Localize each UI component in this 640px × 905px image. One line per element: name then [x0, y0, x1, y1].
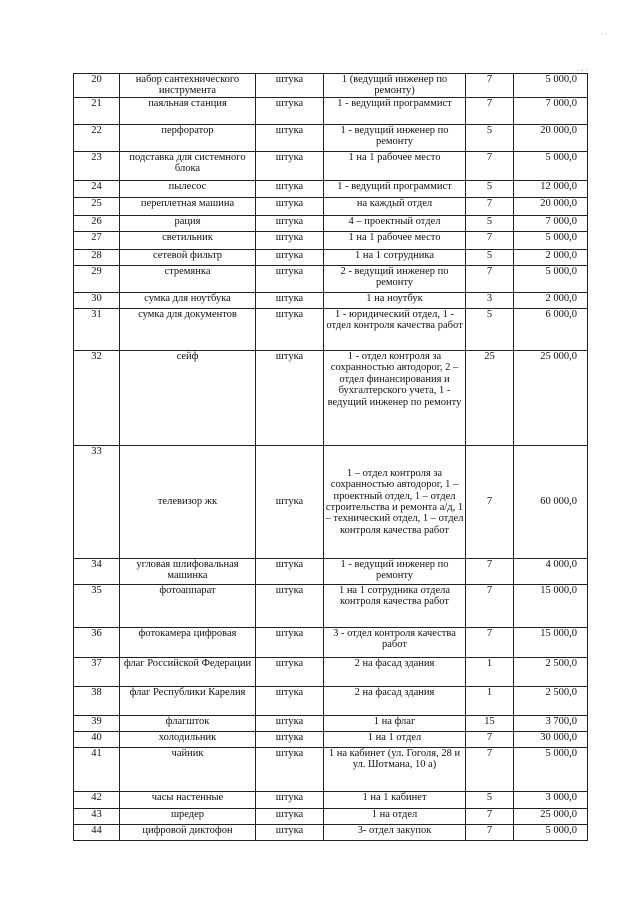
table-row [74, 825, 588, 841]
table-row [74, 716, 588, 732]
cell-quantity: 7 [466, 585, 514, 628]
cell-price: 20 000,0 [514, 125, 588, 152]
cell-row-number: 30 [74, 293, 120, 309]
cell-norm-text: 3- отдел закупок [324, 825, 466, 841]
cell-unit: штука [256, 181, 324, 198]
cell-quantity: 7 [466, 446, 514, 559]
cell-quantity: 25 [466, 351, 514, 446]
cell-price: 4 000,0 [514, 559, 588, 585]
table-row [74, 152, 588, 181]
scan-mark: · · [600, 30, 608, 39]
cell-price: 25 000,0 [514, 351, 588, 446]
cell-norm-text: 2 на фасад здания [324, 687, 466, 716]
cell-quantity: 5 [466, 792, 514, 809]
cell-quantity: 7 [466, 266, 514, 293]
cell-unit: штука [256, 585, 324, 628]
cell-row-number: 42 [74, 792, 120, 809]
table-row [74, 748, 588, 792]
table-row [74, 98, 588, 125]
cell-norm-text: 1 - ведущий инженер по ремонту [324, 559, 466, 585]
cell-norm-text: 1 - ведущий программист [324, 181, 466, 198]
cell-quantity: 15 [466, 716, 514, 732]
cell-item-name: угловая шлифовальная машинка [120, 559, 256, 585]
cell-row-number: 37 [74, 658, 120, 687]
cell-norm-text: 1 на 1 сотрудника отдела контроля качества работ [324, 585, 466, 628]
cell-quantity: 5 [466, 216, 514, 232]
cell-price: 25 000,0 [514, 809, 588, 825]
cell-price: 7 000,0 [514, 98, 588, 125]
cell-row-number: 29 [74, 266, 120, 293]
cell-unit: штука [256, 198, 324, 216]
equipment-norms-table [73, 73, 588, 841]
cell-row-number: 32 [74, 351, 120, 446]
cell-unit: штука [256, 266, 324, 293]
cell-unit: штука [256, 628, 324, 658]
cell-price: 2 500,0 [514, 687, 588, 716]
cell-norm-text: 1 на флаг [324, 716, 466, 732]
cell-row-number: 39 [74, 716, 120, 732]
cell-item-name: светильник [120, 232, 256, 250]
table-row [74, 446, 588, 559]
cell-item-name: фотоаппарат [120, 585, 256, 628]
cell-unit: штука [256, 658, 324, 687]
cell-norm-text: 1 - юридический отдел, 1 - отдел контроля качества работ [324, 309, 466, 351]
cell-item-name: переплетная машина [120, 198, 256, 216]
cell-item-name: подставка для системного блока [120, 152, 256, 181]
cell-unit: штука [256, 152, 324, 181]
cell-price: 3 000,0 [514, 792, 588, 809]
cell-row-number: 24 [74, 181, 120, 198]
cell-norm-text: 2 - ведущий инженер по ремонту [324, 266, 466, 293]
cell-quantity: 1 [466, 687, 514, 716]
cell-quantity: 5 [466, 309, 514, 351]
cell-unit: штука [256, 687, 324, 716]
cell-norm-text: 1 - отдел контроля за сохранностью автодорог, 2 – отдел финансирования и бухгалтерского учета, 1 - ведущий инженер по ремонту [324, 351, 466, 446]
cell-quantity: 7 [466, 232, 514, 250]
cell-item-name: сумка для ноутбука [120, 293, 256, 309]
cell-row-number: 34 [74, 559, 120, 585]
cell-unit: штука [256, 716, 324, 732]
cell-row-number: 35 [74, 585, 120, 628]
cell-norm-text: 1 - ведущий инженер по ремонту [324, 125, 466, 152]
cell-item-name: телевизор жк [120, 446, 256, 559]
cell-row-number: 23 [74, 152, 120, 181]
cell-quantity: 7 [466, 152, 514, 181]
cell-row-number: 20 [74, 74, 120, 98]
cell-row-number: 38 [74, 687, 120, 716]
table-row [74, 792, 588, 809]
cell-norm-text: 4 – проектный отдел [324, 216, 466, 232]
cell-price: 6 000,0 [514, 309, 588, 351]
cell-unit: штука [256, 232, 324, 250]
cell-unit: штука [256, 351, 324, 446]
cell-unit: штука [256, 792, 324, 809]
cell-item-name: холодильник [120, 732, 256, 748]
cell-norm-text: 1 на 1 отдел [324, 732, 466, 748]
cell-row-number: 31 [74, 309, 120, 351]
cell-row-number: 41 [74, 748, 120, 792]
cell-unit: штука [256, 446, 324, 559]
cell-unit: штука [256, 309, 324, 351]
cell-quantity: 5 [466, 181, 514, 198]
cell-norm-text: 1 на 1 сотрудника [324, 250, 466, 266]
cell-item-name: флаг Республики Карелия [120, 687, 256, 716]
cell-item-name: флаг Российской Федерации [120, 658, 256, 687]
cell-item-name: часы настенные [120, 792, 256, 809]
cell-norm-text: 2 на фасад здания [324, 658, 466, 687]
cell-price: 15 000,0 [514, 628, 588, 658]
table-row [74, 266, 588, 293]
cell-quantity: 7 [466, 748, 514, 792]
table-row [74, 198, 588, 216]
table-row [74, 293, 588, 309]
cell-row-number: 43 [74, 809, 120, 825]
cell-item-name: сумка для документов [120, 309, 256, 351]
cell-row-number: 44 [74, 825, 120, 841]
cell-item-name: сейф [120, 351, 256, 446]
cell-item-name: фотокамера цифровая [120, 628, 256, 658]
table-row [74, 232, 588, 250]
cell-row-number: 26 [74, 216, 120, 232]
cell-price: 20 000,0 [514, 198, 588, 216]
table-row [74, 125, 588, 152]
cell-price: 15 000,0 [514, 585, 588, 628]
cell-price: 5 000,0 [514, 74, 588, 98]
cell-row-number: 25 [74, 198, 120, 216]
cell-norm-text: 1 – отдел контроля за сохранностью автодорог, 1 – проектный отдел, 1 – отдел строительства и ремонта а/д, 1 – технический отдел, 1 – отдел контроля качества работ [324, 446, 466, 559]
table-row [74, 628, 588, 658]
cell-norm-text: 1 на 1 рабочее место [324, 232, 466, 250]
cell-norm-text: 1 (ведущий инженер по ремонту) [324, 74, 466, 98]
cell-row-number: 33 [74, 446, 120, 559]
cell-quantity: 3 [466, 293, 514, 309]
cell-unit: штука [256, 825, 324, 841]
cell-price: 7 000,0 [514, 216, 588, 232]
cell-quantity: 7 [466, 732, 514, 748]
cell-quantity: 7 [466, 74, 514, 98]
table-row [74, 687, 588, 716]
table-row [74, 250, 588, 266]
table-row [74, 658, 588, 687]
cell-unit: штука [256, 98, 324, 125]
cell-item-name: чайник [120, 748, 256, 792]
cell-norm-text: 1 на кабинет (ул. Гоголя, 28 и ул. Шотмана, 10 а) [324, 748, 466, 792]
table-row [74, 585, 588, 628]
cell-item-name: паяльная станция [120, 98, 256, 125]
cell-price: 12 000,0 [514, 181, 588, 198]
table-row [74, 74, 588, 98]
cell-quantity: 7 [466, 628, 514, 658]
cell-norm-text: 1 на 1 рабочее место [324, 152, 466, 181]
scan-mark: · - · [576, 66, 588, 75]
cell-price: 60 000,0 [514, 446, 588, 559]
cell-row-number: 21 [74, 98, 120, 125]
table-row [74, 809, 588, 825]
cell-row-number: 27 [74, 232, 120, 250]
table-row [74, 181, 588, 198]
table-row [74, 351, 588, 446]
cell-price: 5 000,0 [514, 152, 588, 181]
cell-price: 3 700,0 [514, 716, 588, 732]
cell-item-name: пылесос [120, 181, 256, 198]
cell-unit: штука [256, 748, 324, 792]
cell-price: 5 000,0 [514, 748, 588, 792]
cell-quantity: 7 [466, 825, 514, 841]
table-row [74, 559, 588, 585]
cell-price: 5 000,0 [514, 232, 588, 250]
cell-item-name: флагшток [120, 716, 256, 732]
cell-norm-text: 1 на отдел [324, 809, 466, 825]
cell-item-name: перфоратор [120, 125, 256, 152]
cell-quantity: 1 [466, 658, 514, 687]
cell-unit: штука [256, 250, 324, 266]
cell-row-number: 22 [74, 125, 120, 152]
cell-item-name: стремянка [120, 266, 256, 293]
cell-price: 2 000,0 [514, 250, 588, 266]
cell-quantity: 7 [466, 559, 514, 585]
cell-row-number: 40 [74, 732, 120, 748]
cell-norm-text: 1 на 1 кабинет [324, 792, 466, 809]
cell-quantity: 7 [466, 809, 514, 825]
table-row [74, 732, 588, 748]
cell-unit: штука [256, 216, 324, 232]
cell-item-name: рация [120, 216, 256, 232]
cell-norm-text: 3 - отдел контроля качества работ [324, 628, 466, 658]
cell-row-number: 28 [74, 250, 120, 266]
table-row [74, 309, 588, 351]
cell-quantity: 7 [466, 98, 514, 125]
cell-unit: штука [256, 74, 324, 98]
cell-unit: штука [256, 559, 324, 585]
cell-row-number: 36 [74, 628, 120, 658]
table-body [74, 74, 588, 841]
cell-item-name: шредер [120, 809, 256, 825]
cell-price: 30 000,0 [514, 732, 588, 748]
cell-norm-text: 1 - ведущий программист [324, 98, 466, 125]
cell-unit: штука [256, 293, 324, 309]
cell-item-name: цифровой диктофон [120, 825, 256, 841]
cell-unit: штука [256, 125, 324, 152]
cell-item-name: набор сантехнического инструмента [120, 74, 256, 98]
cell-item-name: сетевой фильтр [120, 250, 256, 266]
cell-quantity: 5 [466, 250, 514, 266]
table-row [74, 216, 588, 232]
cell-price: 2 500,0 [514, 658, 588, 687]
cell-price: 5 000,0 [514, 266, 588, 293]
cell-norm-text: 1 на ноутбук [324, 293, 466, 309]
cell-price: 2 000,0 [514, 293, 588, 309]
cell-quantity: 5 [466, 125, 514, 152]
cell-quantity: 7 [466, 198, 514, 216]
cell-norm-text: на каждый отдел [324, 198, 466, 216]
cell-unit: штука [256, 809, 324, 825]
cell-unit: штука [256, 732, 324, 748]
cell-price: 5 000,0 [514, 825, 588, 841]
